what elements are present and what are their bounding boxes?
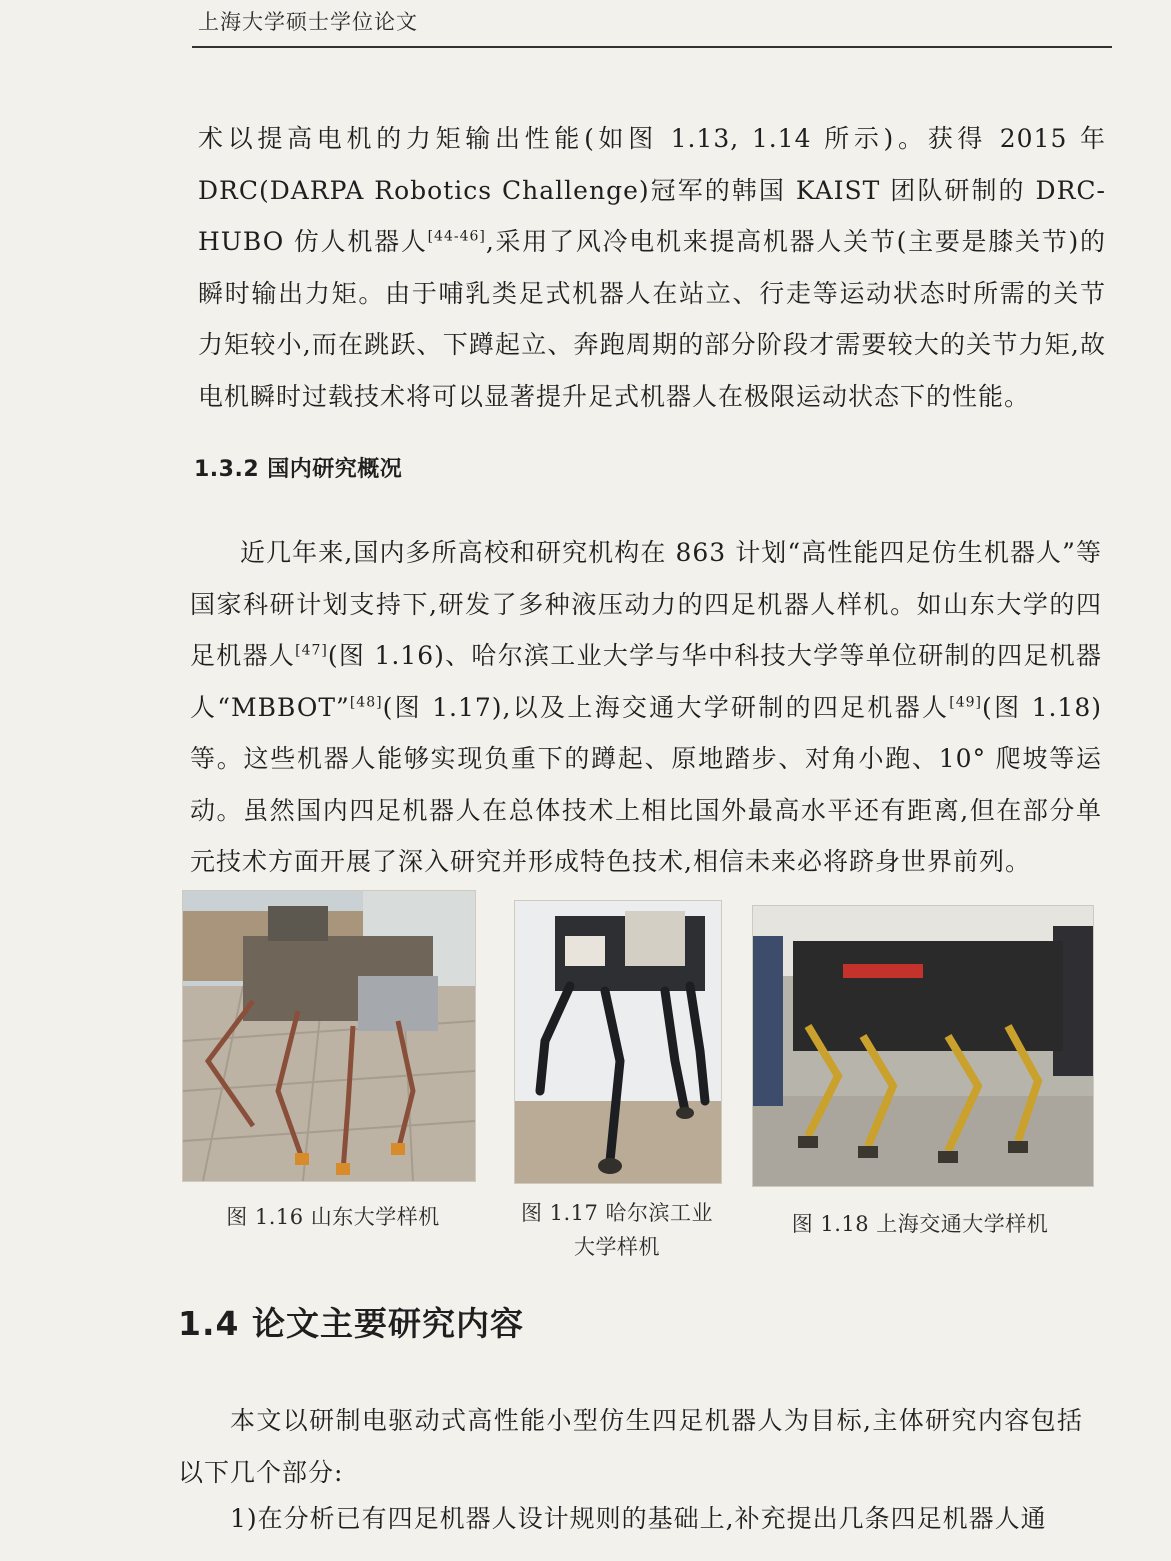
- figure-caption-1-16: 图 1.16 山东大学样机: [226, 1205, 440, 1229]
- figure-caption-1-17: [512, 1196, 722, 1264]
- figure-photo-mbbot-robot: [514, 900, 722, 1184]
- paragraph-domestic-research: [190, 527, 1102, 888]
- caption-line: 大学样机: [574, 1235, 660, 1259]
- paragraph-text: (图 1.16)、哈尔滨工业大学与华中科技大学等单位研制的四足机器人“MBBOT”: [190, 641, 1102, 722]
- paragraph-list-item-1: 1)在分析已有四足机器人设计规则的基础上,补充提出几条四足机器人通: [230, 1504, 1047, 1533]
- section-heading-1-4: 1.4 论文主要研究内容: [178, 1304, 524, 1343]
- header-rule: [192, 46, 1112, 48]
- paragraph-text: ,采用了风冷电机来提高机器人关节(主要是膝关节)的瞬时输出力矩。由于哺乳类足式机器人在站立、行走等运动状态时所需的关节力矩较小,而在跳跃、下蹲起立、奔跑周期的部分阶段才需要较大的关节力矩,故电机瞬时过载技术将可以显著提升足式机器人在极限运动状态下的性能。: [198, 227, 1106, 411]
- paragraph-research-goal: 本文以研制电驱动式高性能小型仿生四足机器人为目标,主体研究内容包括以下几个部分:: [178, 1406, 1083, 1487]
- citation: [44-46]: [427, 228, 486, 245]
- running-header: 上海大学硕士学位论文: [198, 10, 418, 34]
- paragraph-motor-torque: [198, 113, 1106, 422]
- paragraph-text: 术以提高电机的力矩输出性能(如图 1.13, 1.14 所示)。获得 2015 年 DRC(DARPA Robotics Challenge)冠军的韩国 KAIST 团队研制的 DRC-HUBO 仿人机器人: [198, 124, 1106, 256]
- paragraph-text: 近几年来,国内多所高校和研究机构在 863 计划“高性能四足仿生机器人”等国家科研计划支持下,研发了多种液压动力的四足机器人样机。如山东大学的四足机器人: [190, 538, 1102, 670]
- citation: [48]: [349, 694, 383, 711]
- caption-line: 图 1.17 哈尔滨工业: [520, 1201, 714, 1225]
- figure-photo-sjtu-robot: [752, 905, 1094, 1187]
- paragraph-text: (图 1.18)等。这些机器人能够实现负重下的蹲起、原地踏步、对角小跑、10° 爬坡等运动。虽然国内四足机器人在总体技术上相比国外最高水平还有距离,但在部分单元技术方面开展了深入研究并形成特色技术,相信未来必将跻身世界前列。: [190, 692, 1102, 876]
- section-heading-1-3-2: 1.3.2 国内研究概况: [194, 457, 403, 482]
- citation: [47]: [295, 642, 328, 659]
- paragraph-text: (图 1.17),以及上海交通大学研制的四足机器人: [382, 692, 950, 722]
- citation: [49]: [949, 694, 983, 711]
- figure-caption-1-18: 图 1.18 上海交通大学样机: [791, 1212, 1049, 1236]
- figure-photo-shandong-robot: [182, 890, 476, 1182]
